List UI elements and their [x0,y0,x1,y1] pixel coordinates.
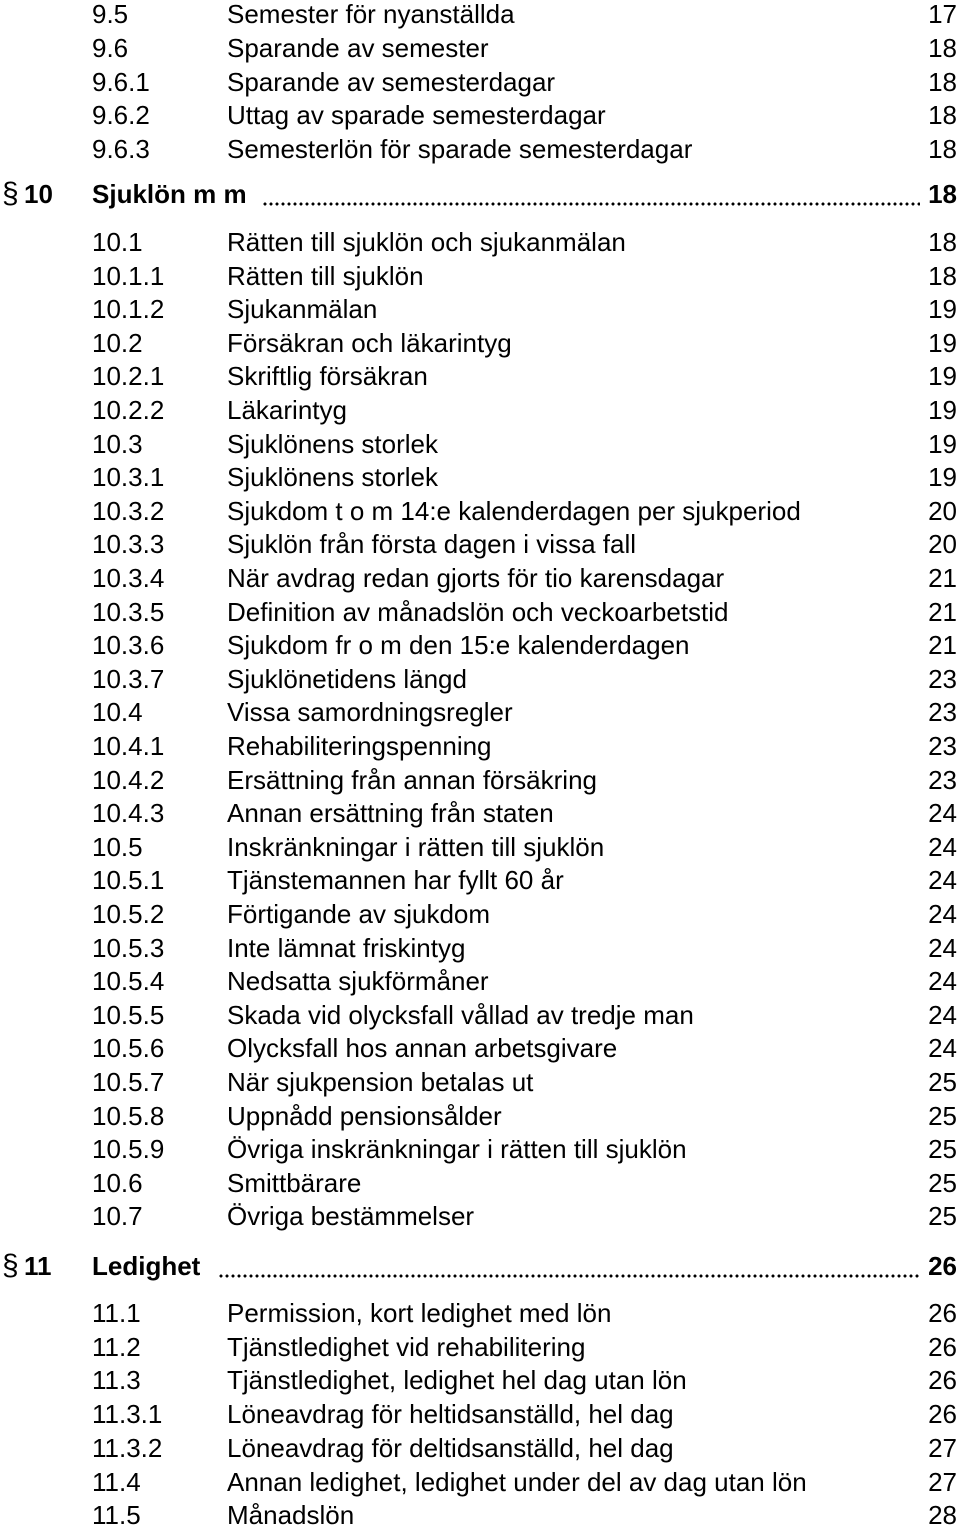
entry-number: 10.5.1 [92,865,165,895]
entry-page-number: 20 [928,529,957,559]
toc-entry[interactable] [0,292,960,326]
entry-number: 9.6 [92,33,129,63]
entry-number: 10.5.6 [92,1033,165,1063]
entry-number: 10.3.6 [92,630,165,660]
entry-number: 10.3.7 [92,664,165,694]
dot-leader [218,1274,920,1278]
toc-entry[interactable] [0,830,960,864]
entry-title: Tjänstledighet vid rehabilitering [227,1332,586,1362]
entry-title: Sjuklön från första dagen i vissa fall [227,529,636,559]
entry-page-number: 24 [928,966,957,996]
entry-number: 10.5.5 [92,1000,165,1030]
chapter-number: 11 [24,1251,52,1281]
entry-page-number: 19 [928,328,957,358]
entry-page-number: 19 [928,395,957,425]
entry-number: 10.4.3 [92,798,165,828]
toc-entry[interactable] [0,393,960,427]
entry-page-number: 19 [928,294,957,324]
entry-title: Läkarintyg [227,395,347,425]
toc-entry[interactable] [0,863,960,897]
entry-number: 11.4 [92,1467,141,1497]
entry-title: Förtigande av sjukdom [227,899,491,929]
toc-entry[interactable] [0,1031,960,1065]
entry-title: Skada vid olycksfall vållad av tredje man [227,1000,694,1030]
entry-page-number: 24 [928,865,957,895]
entry-page-number: 26 [928,1365,957,1395]
entry-page-number: 23 [928,664,957,694]
chapter-number: 10 [24,179,53,209]
toc-entry[interactable] [0,1431,960,1465]
entry-page-number: 25 [928,1067,957,1097]
entry-page-number: 28 [928,1500,957,1530]
entry-number: 11.2 [92,1332,141,1362]
entry-number: 10.4 [92,697,143,727]
entry-number: 10.3 [92,429,143,459]
entry-number: 10.3.3 [92,529,165,559]
toc-entry[interactable] [0,1199,960,1233]
entry-number: 10.5.8 [92,1101,165,1131]
entry-number: 11.3 [92,1365,141,1395]
entry-page-number: 19 [928,462,957,492]
entry-number: 10.5.4 [92,966,165,996]
toc-entry[interactable] [0,931,960,965]
toc-entry[interactable] [0,527,960,561]
entry-title: Övriga bestämmelser [227,1201,475,1231]
entry-number: 10.4.2 [92,765,165,795]
entry-title: När sjukpension betalas ut [227,1067,534,1097]
entry-title: Sparande av semester [227,33,489,63]
toc-chapter-11[interactable] [0,1246,960,1286]
entry-page-number: 27 [928,1467,957,1497]
entry-number: 10.4.1 [92,731,165,761]
entry-title: Uttag av sparade semesterdagar [227,100,606,130]
entry-number: 10.1.2 [92,294,165,324]
entry-title: Sjuklönens storlek [227,429,438,459]
entry-page-number: 21 [928,597,957,627]
entry-page-number: 21 [928,563,957,593]
entry-title: Rätten till sjuklön och sjukanmälan [227,227,626,257]
entry-page-number: 19 [928,429,957,459]
entry-title: Rätten till sjuklön [227,261,424,291]
chapter-title: Sjuklön m m [92,179,247,209]
entry-number: 10.5.3 [92,933,165,963]
entry-page-number: 23 [928,765,957,795]
entry-title: Löneavdrag för deltidsanställd, hel dag [227,1433,674,1463]
entry-title: Nedsatta sjukförmåner [227,966,489,996]
entry-title: Sjukdom fr o m den 15:e kalenderdagen [227,630,690,660]
entry-page-number: 17 [928,0,957,29]
toc-entry[interactable] [0,998,960,1032]
entry-number: 9.6.1 [92,67,150,97]
entry-title: Sjukanmälan [227,294,378,324]
entry-number: 9.5 [92,0,129,29]
entry-number: 10.1.1 [92,261,165,291]
entry-title: Ersättning från annan försäkring [227,765,597,795]
entry-number: 11.3.1 [92,1399,163,1429]
toc-entry[interactable] [0,1363,960,1397]
entry-page-number: 24 [928,933,957,963]
toc-entry[interactable] [0,897,960,931]
entry-number: 10.5 [92,832,143,862]
entry-page-number: 25 [928,1168,957,1198]
entry-page-number: 26 [928,1332,957,1362]
entry-number: 10.2.2 [92,395,165,425]
entry-number: 10.2.1 [92,361,165,391]
entry-number: 9.6.3 [92,134,150,164]
entry-page-number: 24 [928,899,957,929]
toc-entry[interactable] [0,65,960,99]
toc-entry[interactable] [0,0,960,31]
entry-title: Annan ersättning från staten [227,798,554,828]
toc-entry[interactable] [0,561,960,595]
entry-page-number: 19 [928,361,957,391]
entry-page-number: 25 [928,1101,957,1131]
entry-number: 10.3.1 [92,462,165,492]
entry-title: Försäkran och läkarintyg [227,328,512,358]
entry-page-number: 21 [928,630,957,660]
toc-entry[interactable] [0,427,960,461]
entry-number: 9.6.2 [92,100,150,130]
entry-page-number: 18 [928,100,957,130]
entry-page-number: 18 [928,33,957,63]
toc-entry[interactable] [0,225,960,259]
entry-number: 10.7 [92,1201,143,1231]
entry-title: När avdrag redan gjorts för tio karensdagar [227,563,725,593]
entry-title: Övriga inskränkningar i rätten till sjuklön [227,1134,687,1164]
toc-entry[interactable] [0,31,960,65]
entry-number: 11.3.2 [92,1433,163,1463]
toc-entry[interactable] [0,964,960,998]
entry-number: 10.3.4 [92,563,165,593]
entry-title: Inskränkningar i rätten till sjuklön [227,832,605,862]
entry-page-number: 25 [928,1201,957,1231]
entry-title: Skriftlig försäkran [227,361,428,391]
entry-number: 10.2 [92,328,143,358]
entry-title: Sjuklönens storlek [227,462,438,492]
entry-title: Vissa samordningsregler [227,697,513,727]
entry-title: Annan ledighet, ledighet under del av dag utan lön [227,1467,807,1497]
entry-number: 10.6 [92,1168,143,1198]
entry-page-number: 23 [928,731,957,761]
toc-entry[interactable] [0,729,960,763]
entry-page-number: 26 [928,1298,957,1328]
entry-number: 10.5.7 [92,1067,165,1097]
toc-entry[interactable] [0,662,960,696]
entry-title: Tjänstemannen har fyllt 60 år [227,865,564,895]
dot-leader [262,202,920,206]
toc-entry[interactable] [0,1132,960,1166]
entry-number: 10.5.9 [92,1134,165,1164]
section-sign-icon: § [2,1249,19,1282]
entry-number: 10.3.5 [92,597,165,627]
entry-number: 10.5.2 [92,899,165,929]
entry-number: 11.1 [92,1298,141,1328]
toc-entry[interactable] [0,695,960,729]
entry-title: Månadslön [227,1500,355,1530]
entry-page-number: 24 [928,1000,957,1030]
entry-title: Löneavdrag för heltidsanställd, hel dag [227,1399,674,1429]
entry-title: Sjukdom t o m 14:e kalenderdagen per sjukperiod [227,496,801,526]
toc-entry[interactable] [0,494,960,528]
section-sign-icon: § [2,177,19,210]
entry-title: Sjuklönetidens längd [227,664,467,694]
entry-number: 10.3.2 [92,496,165,526]
entry-title: Semesterlön för sparade semesterdagar [227,134,693,164]
chapter-title: Ledighet [92,1251,201,1281]
toc-chapter-10[interactable] [0,174,960,214]
entry-page-number: 25 [928,1134,957,1164]
entry-page-number: 18 [928,261,957,291]
toc-entry[interactable] [0,1166,960,1200]
toc-entry[interactable] [0,628,960,662]
entry-page-number: 24 [928,1033,957,1063]
entry-number: 11.5 [92,1500,141,1530]
toc-entry[interactable] [0,460,960,494]
entry-title: Rehabiliteringspenning [227,731,492,761]
entry-title: Smittbärare [227,1168,362,1198]
toc-entry[interactable] [0,132,960,166]
toc-entry[interactable] [0,98,960,132]
chapter-page-number: 18 [928,179,957,209]
toc-entry[interactable] [0,595,960,629]
entry-title: Permission, kort ledighet med lön [227,1298,612,1328]
entry-number: 10.1 [92,227,143,257]
entry-page-number: 18 [928,227,957,257]
entry-page-number: 27 [928,1433,957,1463]
entry-page-number: 18 [928,134,957,164]
toc-entry[interactable] [0,1397,960,1431]
toc-entry[interactable] [0,1065,960,1099]
entry-page-number: 24 [928,798,957,828]
toc-entry[interactable] [0,1498,960,1532]
entry-title: Uppnådd pensionsålder [227,1101,502,1131]
entry-page-number: 20 [928,496,957,526]
toc-entry[interactable] [0,259,960,293]
entry-title: Semester för nyanställda [227,0,515,29]
toc-entry[interactable] [0,1099,960,1133]
entry-page-number: 23 [928,697,957,727]
toc-entry[interactable] [0,1465,960,1499]
entry-title: Inte lämnat friskintyg [227,933,466,963]
entry-title: Sparande av semesterdagar [227,67,556,97]
entry-page-number: 18 [928,67,957,97]
entry-page-number: 26 [928,1399,957,1429]
entry-title: Olycksfall hos annan arbetsgivare [227,1033,618,1063]
toc-entry[interactable] [0,1330,960,1364]
toc-entry[interactable] [0,359,960,393]
chapter-page-number: 26 [928,1251,957,1281]
toc-entry[interactable] [0,1296,960,1330]
toc-entry[interactable] [0,796,960,830]
entry-page-number: 24 [928,832,957,862]
toc-entry[interactable] [0,326,960,360]
entry-title: Definition av månadslön och veckoarbetstid [227,597,729,627]
toc-entry[interactable] [0,763,960,797]
entry-title: Tjänstledighet, ledighet hel dag utan lön [227,1365,687,1395]
